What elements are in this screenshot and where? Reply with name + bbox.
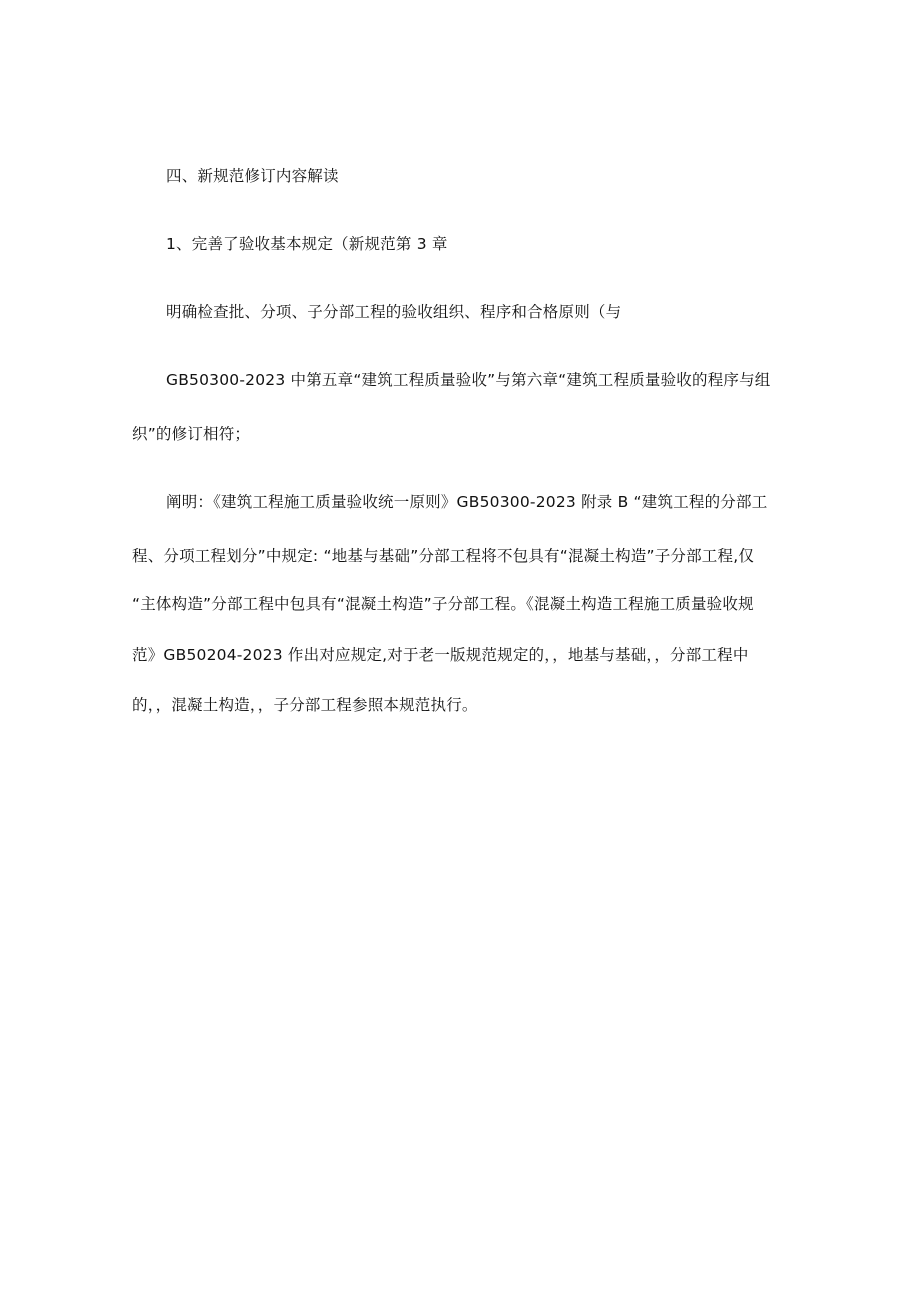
paragraph-2-line-3: “主体构造”分部工程中包具有“混凝土构造”子分部工程。《混凝土构造工程施工质量验收规 (132, 595, 754, 613)
paragraph-2-line-1: 阐明：《建筑工程施工质量验收统一原则》GB50300-2023 附录 B “建筑工程的分部工 (166, 493, 768, 511)
subsection-heading: 1、完善了验收基本规定（新规范第 3 章 (166, 235, 448, 253)
paragraph-1-line-3: 织”的修订相符； (132, 425, 251, 443)
paragraph-2-line-4: 范》GB50204-2023 作出对应规定,对于老一版规范规定的，，地基与基础，，分部工程中 (132, 646, 749, 664)
paragraph-2-line-2: 程、分项工程划分”中规定: “地基与基础”分部工程将不包具有“混凝土构造”子分部工程,仅 (132, 547, 755, 565)
paragraph-1-line-2: GB50300-2023 中第五章“建筑工程质量验收”与第六章“建筑工程质量验收的程序与组 (166, 371, 771, 389)
section-heading: 四、新规范修订内容解读 (166, 167, 339, 185)
paragraph-2-line-5: 的，，混凝土构造，，子分部工程参照本规范执行。 (132, 696, 478, 714)
paragraph-1-line-1: 明确检查批、分项、子分部工程的验收组织、程序和合格原则（与 (166, 303, 622, 321)
